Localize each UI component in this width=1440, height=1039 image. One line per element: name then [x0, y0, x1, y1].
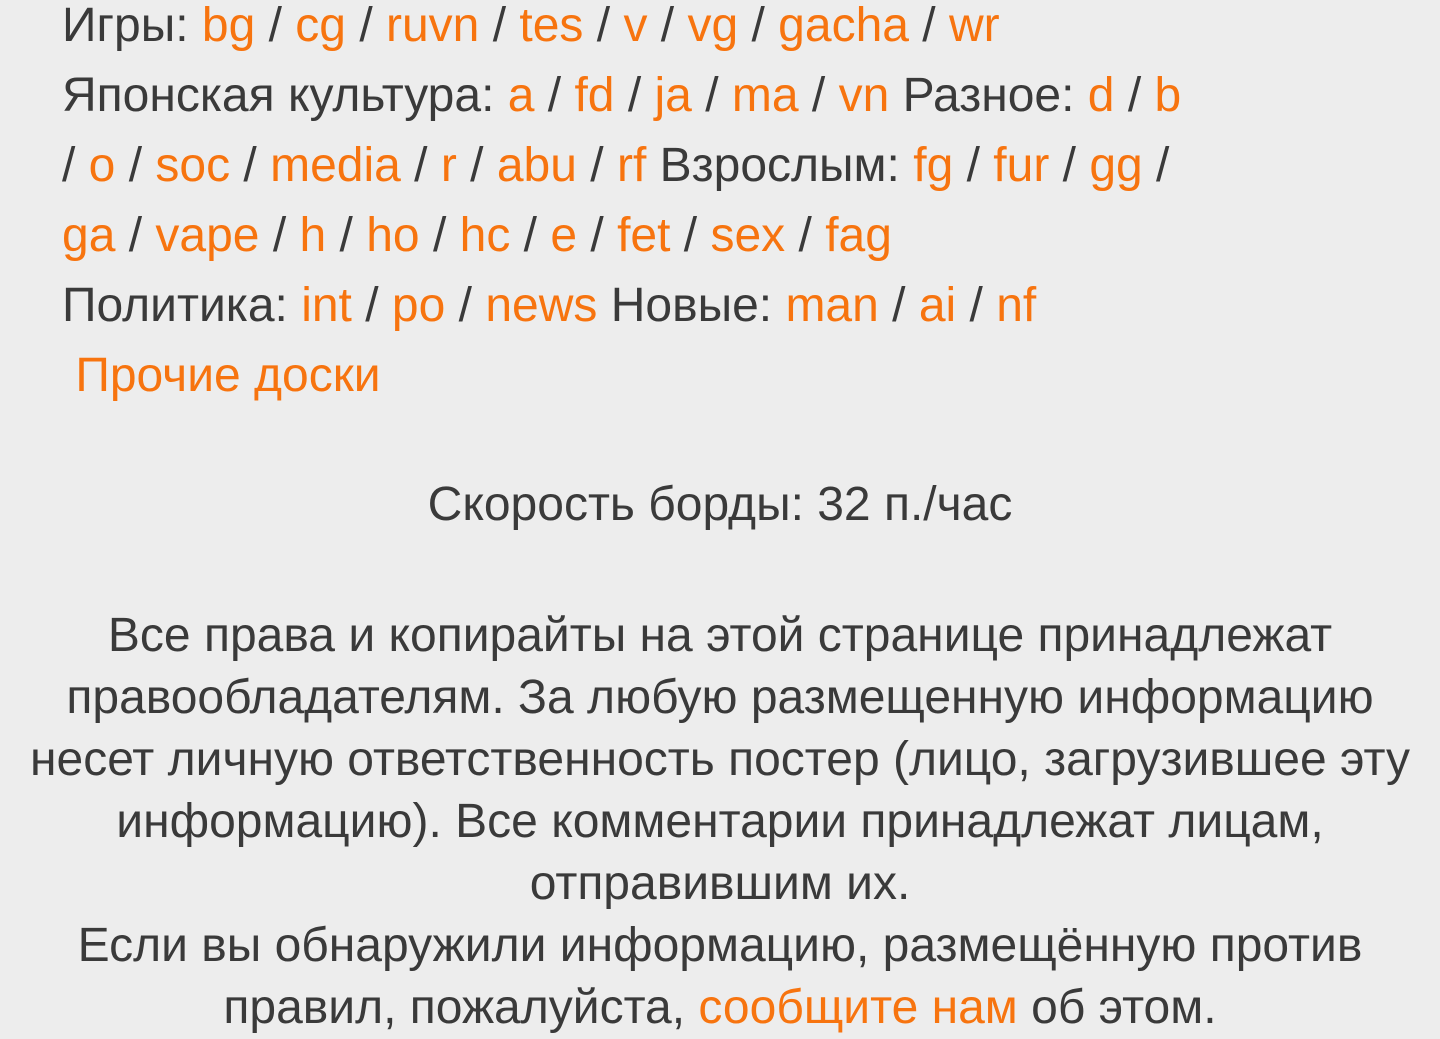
copyright-notice: [0, 605, 1440, 1039]
static-text: /: [670, 209, 711, 262]
board-link-ho[interactable]: ho: [366, 209, 420, 262]
static-text: /: [115, 139, 156, 192]
copyright-line: [6, 667, 1434, 729]
board-link-d[interactable]: d: [1087, 69, 1115, 122]
static-text: /: [326, 209, 367, 262]
board-link-b[interactable]: b: [1154, 69, 1182, 122]
board-link-gg[interactable]: gg: [1089, 139, 1143, 192]
board-link-vn[interactable]: vn: [838, 69, 890, 122]
static-text: /: [259, 209, 300, 262]
copyright-line: [6, 915, 1434, 977]
static-text: /: [798, 69, 839, 122]
copyright-line: [6, 853, 1434, 915]
static-text: /: [510, 209, 551, 262]
static-text: отправившим их.: [529, 857, 911, 910]
board-links-line: [62, 131, 1440, 201]
static-text: Игры:: [62, 0, 202, 52]
board-link-man[interactable]: man: [785, 279, 879, 332]
static-text: /: [456, 139, 497, 192]
static-text: /: [115, 209, 156, 262]
static-text: правил, пожалуйста,: [223, 981, 699, 1034]
static-text: /: [691, 69, 732, 122]
board-link-h[interactable]: h: [299, 209, 327, 262]
static-text: /: [1114, 69, 1155, 122]
board-link-ga[interactable]: ga: [62, 209, 116, 262]
static-text: /: [479, 0, 520, 52]
static-text: /: [953, 139, 994, 192]
board-categories-list: [0, 0, 1440, 411]
static-text: /: [614, 69, 655, 122]
board-link-ruvn[interactable]: ruvn: [386, 0, 480, 52]
static-text: /: [534, 69, 575, 122]
static-text: /: [956, 279, 997, 332]
static-text: [62, 349, 75, 402]
static-text: /: [351, 279, 392, 332]
copyright-line: [6, 729, 1434, 791]
copyright-line: [6, 791, 1434, 853]
board-link-wr[interactable]: wr: [948, 0, 1000, 52]
other-boards-link[interactable]: Прочие доски: [75, 349, 381, 402]
board-link-nf[interactable]: nf: [996, 279, 1037, 332]
board-link-cg[interactable]: cg: [295, 0, 346, 52]
board-link-sex[interactable]: sex: [710, 209, 786, 262]
static-text: /: [908, 0, 949, 52]
board-link-ja[interactable]: ja: [654, 69, 692, 122]
board-links-line: [62, 201, 1440, 271]
static-text: /: [785, 209, 826, 262]
static-text: /: [230, 139, 271, 192]
board-link-fg[interactable]: fg: [913, 139, 954, 192]
static-text: /: [647, 0, 688, 52]
static-text: /: [400, 139, 441, 192]
board-links-line: [62, 271, 1440, 341]
board-link-v[interactable]: v: [623, 0, 648, 52]
board-link-fet[interactable]: fet: [617, 209, 671, 262]
board-link-ma[interactable]: ma: [731, 69, 799, 122]
board-link-abu[interactable]: abu: [496, 139, 577, 192]
board-link-soc[interactable]: soc: [155, 139, 231, 192]
static-text: /: [345, 0, 386, 52]
static-text: несет личную ответственность постер (лицо, загрузившее эту: [30, 733, 1410, 786]
board-link-vape[interactable]: vape: [155, 209, 260, 262]
static-text: /: [445, 279, 486, 332]
board-link-a[interactable]: a: [507, 69, 535, 122]
board-link-news[interactable]: news: [485, 279, 598, 332]
board-links-line: [62, 0, 1440, 61]
board-link-bg[interactable]: bg: [201, 0, 256, 52]
board-links-line: [62, 341, 1440, 411]
static-text: /: [738, 0, 779, 52]
board-link-e[interactable]: e: [550, 209, 578, 262]
static-text: /: [255, 0, 296, 52]
static-text: об этом.: [1017, 981, 1217, 1034]
report-link[interactable]: сообщите нам: [698, 981, 1018, 1034]
static-text: /: [1142, 139, 1170, 192]
board-link-o[interactable]: o: [88, 139, 116, 192]
board-link-hc[interactable]: hc: [459, 209, 511, 262]
copyright-line: [6, 977, 1434, 1039]
static-text: /: [577, 209, 618, 262]
static-text: Новые:: [597, 279, 786, 332]
static-text: /: [583, 0, 624, 52]
static-text: /: [1049, 139, 1090, 192]
static-text: Если вы обнаружили информацию, размещённую против: [77, 919, 1363, 972]
board-link-fd[interactable]: fd: [574, 69, 615, 122]
static-text: /: [878, 279, 919, 332]
board-speed: Скорость борды: 32 п./час: [427, 478, 1013, 531]
board-link-rf[interactable]: rf: [616, 139, 647, 192]
board-link-gacha[interactable]: gacha: [778, 0, 909, 52]
static-text: /: [419, 209, 460, 262]
static-text: Японская культура:: [62, 69, 508, 122]
board-link-int[interactable]: int: [301, 279, 352, 332]
board-link-ai[interactable]: ai: [918, 279, 957, 332]
static-text: /: [62, 139, 89, 192]
board-link-fag[interactable]: fag: [825, 209, 892, 262]
board-link-fur[interactable]: fur: [993, 139, 1050, 192]
static-text: Все права и копирайты на этой странице принадлежат: [107, 609, 1333, 662]
static-text: Разное:: [889, 69, 1088, 122]
copyright-line: [6, 605, 1434, 667]
static-text: информацию). Все комментарии принадлежат лицам,: [116, 795, 1324, 848]
static-text: Политика:: [62, 279, 302, 332]
static-text: правообладателям. За любую размещенную информацию: [66, 671, 1374, 724]
static-text: /: [576, 139, 617, 192]
static-text: Взрослым:: [646, 139, 914, 192]
board-link-tes[interactable]: tes: [519, 0, 584, 52]
board-link-media[interactable]: media: [270, 139, 401, 192]
board-link-r[interactable]: r: [440, 139, 457, 192]
board-links-line: [62, 61, 1440, 131]
board-link-vg[interactable]: vg: [687, 0, 739, 52]
board-link-po[interactable]: po: [391, 279, 446, 332]
